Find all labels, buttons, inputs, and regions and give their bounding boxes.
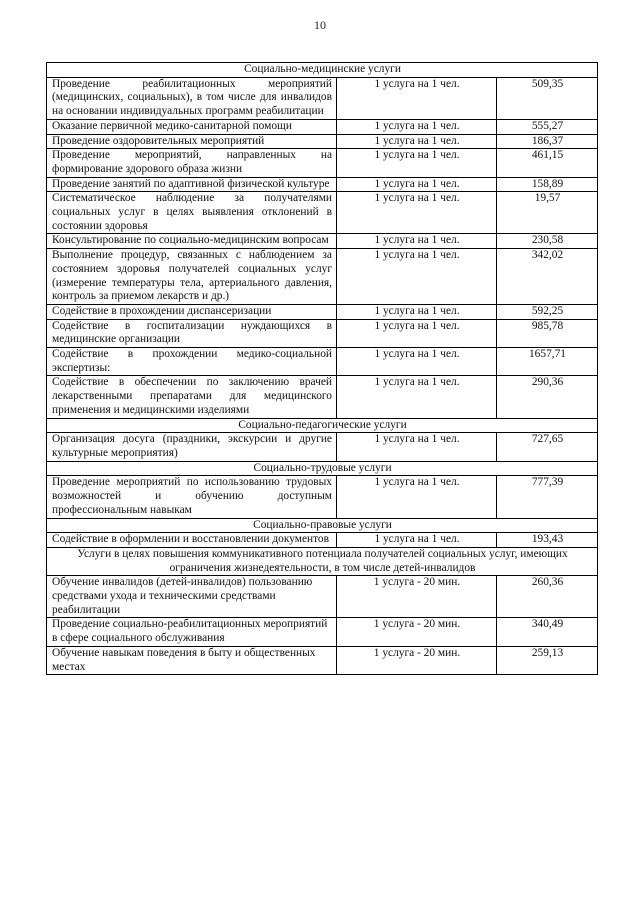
- service-price-cell: 727,65: [497, 433, 598, 461]
- service-name-cell: Проведение занятий по адаптивной физической культуре: [47, 177, 337, 192]
- service-unit-cell: 1 услуга на 1 чел.: [337, 304, 497, 319]
- service-price-cell: 777,39: [497, 476, 598, 518]
- table-row: [47, 476, 598, 518]
- service-name-cell: Содействие в обеспечении по заключению врачей лекарственными препаратами для медицинского применения и медицинскими изделиями: [47, 376, 337, 418]
- section-title: Социально-трудовые услуги: [47, 461, 598, 476]
- service-price-cell: 260,36: [497, 576, 598, 618]
- section-header-row: [47, 63, 598, 78]
- service-price-cell: 592,25: [497, 304, 598, 319]
- table-row: [47, 134, 598, 149]
- table-row: [47, 533, 598, 548]
- service-price-cell: 1657,71: [497, 348, 598, 376]
- table-row: [47, 646, 598, 674]
- service-price-cell: 186,37: [497, 134, 598, 149]
- section-header-row: [47, 547, 598, 575]
- table-row: [47, 348, 598, 376]
- service-name-cell: Проведение мероприятий, направленных на формирование здорового образа жизни: [47, 149, 337, 177]
- service-price-cell: 193,43: [497, 533, 598, 548]
- service-price-cell: 342,02: [497, 249, 598, 305]
- service-price-cell: 461,15: [497, 149, 598, 177]
- services-tariff-table: [46, 62, 598, 675]
- service-unit-cell: 1 услуга на 1 чел.: [337, 348, 497, 376]
- section-title: Социально-правовые услуги: [47, 518, 598, 533]
- service-unit-cell: 1 услуга на 1 чел.: [337, 177, 497, 192]
- service-name-cell: Проведение мероприятий по использованию трудовых возможностей и обучению доступным профессиональным навыкам: [47, 476, 337, 518]
- service-name-cell: Организация досуга (праздники, экскурсии и другие культурные мероприятия): [47, 433, 337, 461]
- service-price-cell: 555,27: [497, 119, 598, 134]
- service-unit-cell: 1 услуга на 1 чел.: [337, 376, 497, 418]
- service-unit-cell: 1 услуга на 1 чел.: [337, 319, 497, 347]
- service-unit-cell: 1 услуга на 1 чел.: [337, 433, 497, 461]
- service-price-cell: 158,89: [497, 177, 598, 192]
- service-name-cell: Проведение оздоровительных мероприятий: [47, 134, 337, 149]
- table-row: [47, 249, 598, 305]
- table-row: [47, 192, 598, 234]
- service-name-cell: Обучение инвалидов (детей-инвалидов) пользованию средствами ухода и техническими средствами реабилитации: [47, 576, 337, 618]
- table-row: [47, 576, 598, 618]
- service-name-cell: Систематическое наблюдение за получателями социальных услуг в целях выявления отклонений в состоянии здоровья: [47, 192, 337, 234]
- service-name-cell: Содействие в прохождении медико-социальной экспертизы:: [47, 348, 337, 376]
- service-unit-cell: 1 услуга - 20 мин.: [337, 618, 497, 646]
- service-name-cell: Содействие в оформлении и восстановлении документов: [47, 533, 337, 548]
- table-row: [47, 77, 598, 119]
- service-price-cell: 340,49: [497, 618, 598, 646]
- service-unit-cell: 1 услуга на 1 чел.: [337, 149, 497, 177]
- section-header-row: [47, 518, 598, 533]
- table-body: [47, 63, 598, 675]
- service-unit-cell: 1 услуга на 1 чел.: [337, 234, 497, 249]
- service-price-cell: 290,36: [497, 376, 598, 418]
- table-row: [47, 304, 598, 319]
- table-row: [47, 376, 598, 418]
- section-title: Социально-педагогические услуги: [47, 418, 598, 433]
- service-unit-cell: 1 услуга на 1 чел.: [337, 533, 497, 548]
- service-unit-cell: 1 услуга на 1 чел.: [337, 192, 497, 234]
- table-row: [47, 177, 598, 192]
- service-unit-cell: 1 услуга на 1 чел.: [337, 77, 497, 119]
- table-row: [47, 234, 598, 249]
- service-name-cell: Содействие в прохождении диспансеризации: [47, 304, 337, 319]
- table-row: [47, 319, 598, 347]
- service-unit-cell: 1 услуга на 1 чел.: [337, 134, 497, 149]
- service-price-cell: 509,35: [497, 77, 598, 119]
- table-row: [47, 618, 598, 646]
- section-title: Услуги в целях повышения коммуникативного потенциала получателей социальных услуг, имеющих ограничения жизнедеятельности, в том числе детей-инвалидов: [47, 547, 598, 575]
- service-unit-cell: 1 услуга - 20 мин.: [337, 646, 497, 674]
- service-price-cell: 19,57: [497, 192, 598, 234]
- table-row: [47, 149, 598, 177]
- section-header-row: [47, 461, 598, 476]
- service-name-cell: Содействие в госпитализации нуждающихся в медицинские организации: [47, 319, 337, 347]
- service-name-cell: Проведение социально-реабилитационных мероприятий в сфере социального обслуживания: [47, 618, 337, 646]
- service-price-cell: 230,58: [497, 234, 598, 249]
- section-header-row: [47, 418, 598, 433]
- service-name-cell: Проведение реабилитационных мероприятий (медицинских, социальных), в том числе для инвалидов на основании индивидуальных программ реабилитации: [47, 77, 337, 119]
- service-name-cell: Консультирование по социально-медицинским вопросам: [47, 234, 337, 249]
- service-name-cell: Оказание первичной медико-санитарной помощи: [47, 119, 337, 134]
- table-row: [47, 119, 598, 134]
- service-price-cell: 259,13: [497, 646, 598, 674]
- service-unit-cell: 1 услуга - 20 мин.: [337, 576, 497, 618]
- service-price-cell: 985,78: [497, 319, 598, 347]
- page-number: 10: [314, 18, 326, 32]
- service-unit-cell: 1 услуга на 1 чел.: [337, 119, 497, 134]
- service-name-cell: Обучение навыкам поведения в быту и общественных местах: [47, 646, 337, 674]
- service-unit-cell: 1 услуга на 1 чел.: [337, 249, 497, 305]
- section-title: Социально-медицинские услуги: [47, 63, 598, 78]
- service-name-cell: Выполнение процедур, связанных с наблюдением за состоянием здоровья получателей социальных услуг (измерение температуры тела, артериального давления, контроль за приемом лекарств и др.): [47, 249, 337, 305]
- table-row: [47, 433, 598, 461]
- service-unit-cell: 1 услуга на 1 чел.: [337, 476, 497, 518]
